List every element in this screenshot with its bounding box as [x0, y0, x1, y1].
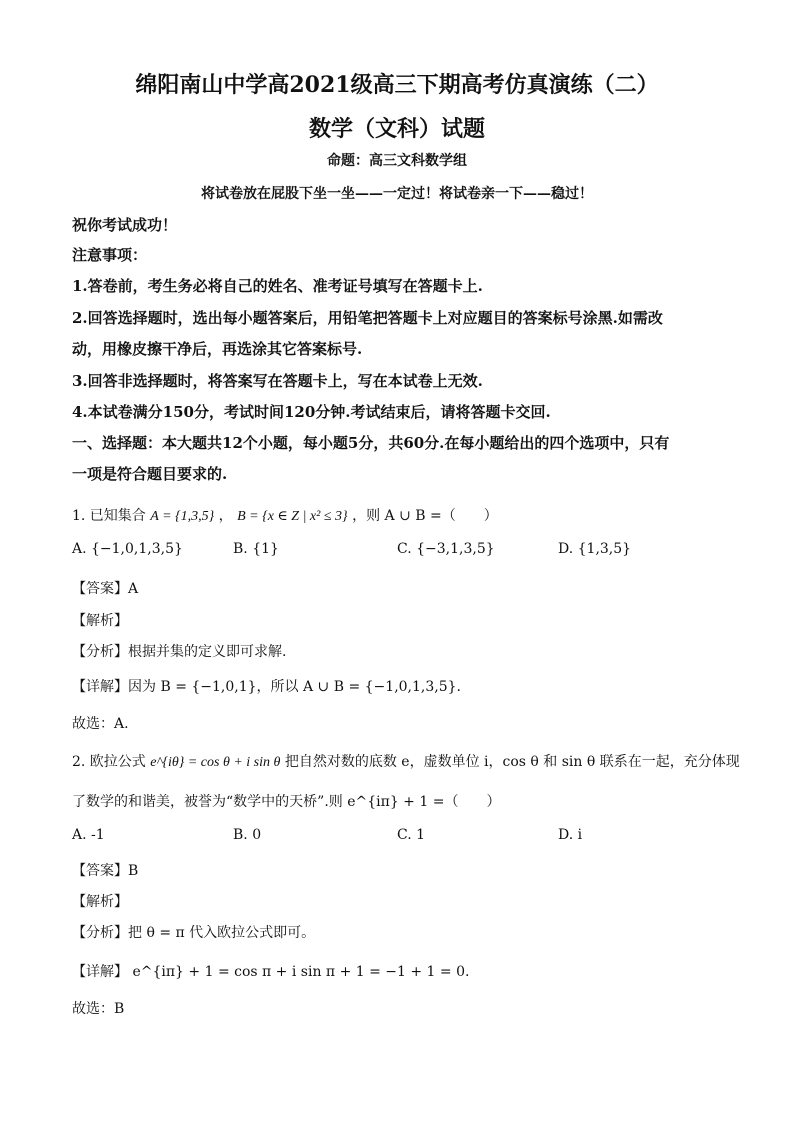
q1-analysis-label: 【解析】: [72, 613, 128, 629]
exam-subtitle: 数学（文科）试题: [308, 116, 485, 142]
exam-title: 绵阳南山中学高2021级高三下期高考仿真演练（二）: [135, 72, 659, 98]
notice-item-4: 4.本试卷满分150分，考试时间120分钟.考试结束后，请将答题卡交回.: [72, 403, 551, 421]
wish-line: 祝你考试成功！: [72, 216, 178, 234]
notice-heading: 注意事项：: [72, 246, 148, 264]
euler-formula: e^{iθ} = cos θ + i sin θ: [150, 755, 281, 770]
q1-option-a: A. {−1,0,1,3,5}: [72, 541, 183, 557]
question-2-intro: 2. 欧拉公式: [72, 754, 146, 770]
set-b: B = {x ∈ Z | x² ≤ 3}: [237, 509, 348, 524]
question-2-ask: 了数学的和谐美，被誉为“数学中的天桥”.则 e^{iπ} + 1 =（ ）: [72, 794, 501, 810]
q2-option-d: D. i: [558, 827, 583, 843]
notice-item-1: 1.答卷前，考生务必将自己的姓名、准考证号填写在答题卡上.: [72, 277, 483, 295]
section-heading: 一、选择题：本大题共12个小题，每小题5分，共60分.在每小题给出的四个选项中，只有: [72, 434, 670, 452]
comma: ，: [218, 508, 233, 524]
q2-detail: 【详解】 e^{iπ} + 1 = cos π + i sin π + 1 = −1 + 1 = 0.: [72, 964, 470, 980]
question-1-intro: 1. 已知集合: [72, 508, 146, 524]
q1-analysis: 【分析】根据并集的定义即可求解.: [72, 644, 287, 660]
question-2-text: 把自然对数的底数 e，虚数单位 i，cos θ 和 sin θ 联系在一起，充分体现: [284, 754, 740, 770]
q1-detail: 【详解】因为 B = {−1,0,1}，所以 A ∪ B = {−1,0,1,3,5}.: [72, 679, 461, 695]
question-1-stem: [72, 505, 724, 525]
q2-option-c: C. 1: [397, 827, 426, 843]
notice-item-3: 3.回答非选择题时，将答案写在答题卡上，写在本试卷上无效.: [72, 372, 483, 390]
q2-choice: 故选：B: [72, 1001, 125, 1017]
q2-option-b: B. 0: [233, 827, 262, 843]
notice-item-2: 2.回答选择题时，选出每小题答案后，用铅笔把答题卡上对应题目的答案标号涂黑.如需改: [72, 309, 663, 327]
motto-line: 将试卷放在屁股下坐一坐——一定过！将试卷亲一下——稳过！: [201, 186, 593, 202]
author-line: 命题：高三文科数学组: [327, 153, 467, 169]
q2-analysis: 【分析】把 θ = π 代入欧拉公式即可。: [72, 925, 316, 941]
notice-item-2-cont: 动，用橡皮擦干净后，再选涂其它答案标号.: [72, 340, 363, 358]
q2-analysis-label: 【解析】: [72, 894, 128, 910]
set-a: A = {1,3,5}: [150, 509, 215, 524]
q1-answer: 【答案】A: [72, 581, 139, 597]
q2-option-a: A. -1: [72, 827, 105, 843]
question-1-ask: ，则 A ∪ B =（ ）: [352, 508, 498, 524]
q1-choice: 故选：A.: [72, 716, 129, 732]
q1-option-b: B. {1}: [233, 541, 279, 557]
section-heading-cont: 一项是符合题目要求的.: [72, 465, 228, 483]
question-2-stem: [72, 751, 740, 771]
q1-option-d: D. {1,3,5}: [558, 541, 632, 557]
q1-option-c: C. {−3,1,3,5}: [397, 541, 495, 557]
q2-answer: 【答案】B: [72, 863, 139, 879]
